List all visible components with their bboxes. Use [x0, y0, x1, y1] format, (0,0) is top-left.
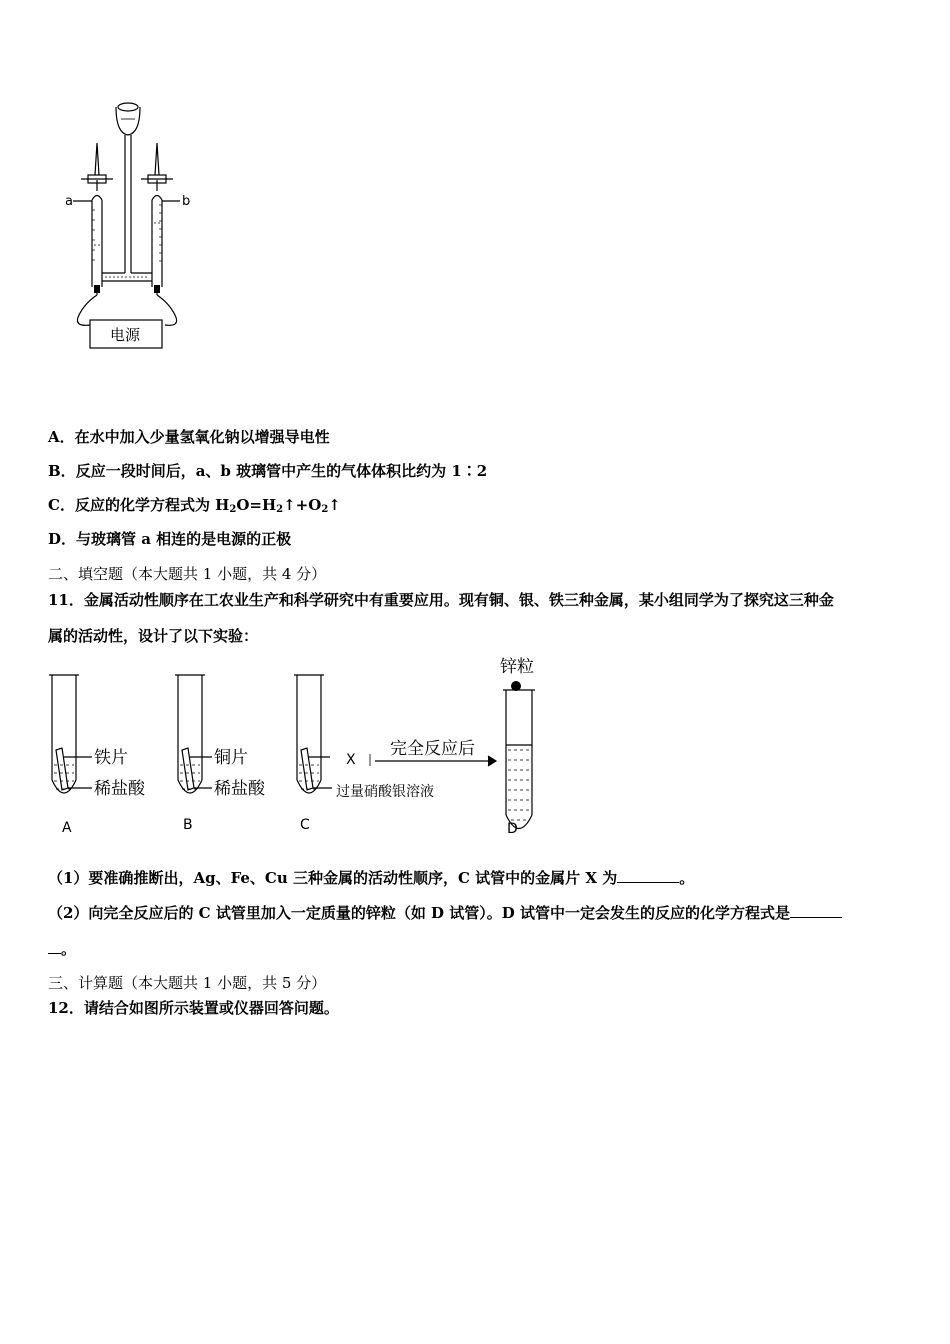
answer-blank-2a[interactable] — [790, 903, 842, 918]
tube-b-label: B — [183, 817, 193, 833]
q11-line-1: 11．金属活动性顺序在工农业生产和科学研究中有重要应用。现有铜、银、铁三种金属，某小组同学为了探究这三种金 — [48, 591, 834, 609]
option-c: C．反应的化学方程式为 $H_2O=H_2↑+O_2↑$ — [48, 496, 341, 515]
silver-nitrate-label: 过量硝酸银溶液 — [336, 784, 434, 800]
reaction-complete-label: 完全反应后 — [390, 739, 475, 759]
zinc-label: 锌粒 — [500, 657, 534, 677]
option-a: A．在水中加入少量氢氧化钠以增强导电性 — [48, 428, 330, 446]
acid-b-label: 稀盐酸 — [214, 779, 265, 799]
q11-part-2-continued: 。 — [48, 938, 76, 959]
label-a: a — [65, 194, 73, 209]
answer-blank-1[interactable] — [617, 868, 679, 883]
acid-a-label: 稀盐酸 — [94, 779, 145, 799]
iron-strip-label: 铁片 — [94, 748, 128, 768]
section-2-title: 二、填空题（本大题共 1 小题，共 4 分） — [48, 565, 327, 583]
metal-activity-experiment-diagram — [40, 650, 560, 840]
answer-blank-2b[interactable] — [48, 939, 61, 954]
q11-line-2: 属的活动性，设计了以下实验： — [48, 627, 259, 645]
q11-part-1: （1）要准确推断出，Ag、Fe、Cu 三种金属的活动性顺序，C 试管中的金属片 X 为 。 — [48, 869, 695, 887]
section-3-title: 三、计算题（本大题共 1 小题，共 5 分） — [48, 974, 327, 992]
power-supply-label: 电源 — [110, 326, 141, 344]
copper-strip-label: 铜片 — [214, 748, 248, 768]
electrolysis-apparatus-diagram — [55, 95, 205, 355]
tube-d-label: D — [507, 821, 518, 837]
tube-c-label: C — [300, 817, 310, 833]
label-b: b — [182, 194, 191, 209]
option-b: B．反应一段时间后，a、b 玻璃管中产生的气体体积比约为 1∶2 — [48, 462, 488, 480]
metal-x-label: X — [346, 752, 356, 768]
q11-part-2: （2）向完全反应后的 C 试管里加入一定质量的锌粒（如 D 试管）。D 试管中一定会发生的反应的化学方程式是 — [48, 902, 842, 923]
q12-text: 12．请结合如图所示装置或仪器回答问题。 — [48, 999, 339, 1017]
tube-a-label: A — [62, 820, 72, 836]
option-d: D．与玻璃管 a 相连的是电源的正极 — [48, 530, 292, 548]
